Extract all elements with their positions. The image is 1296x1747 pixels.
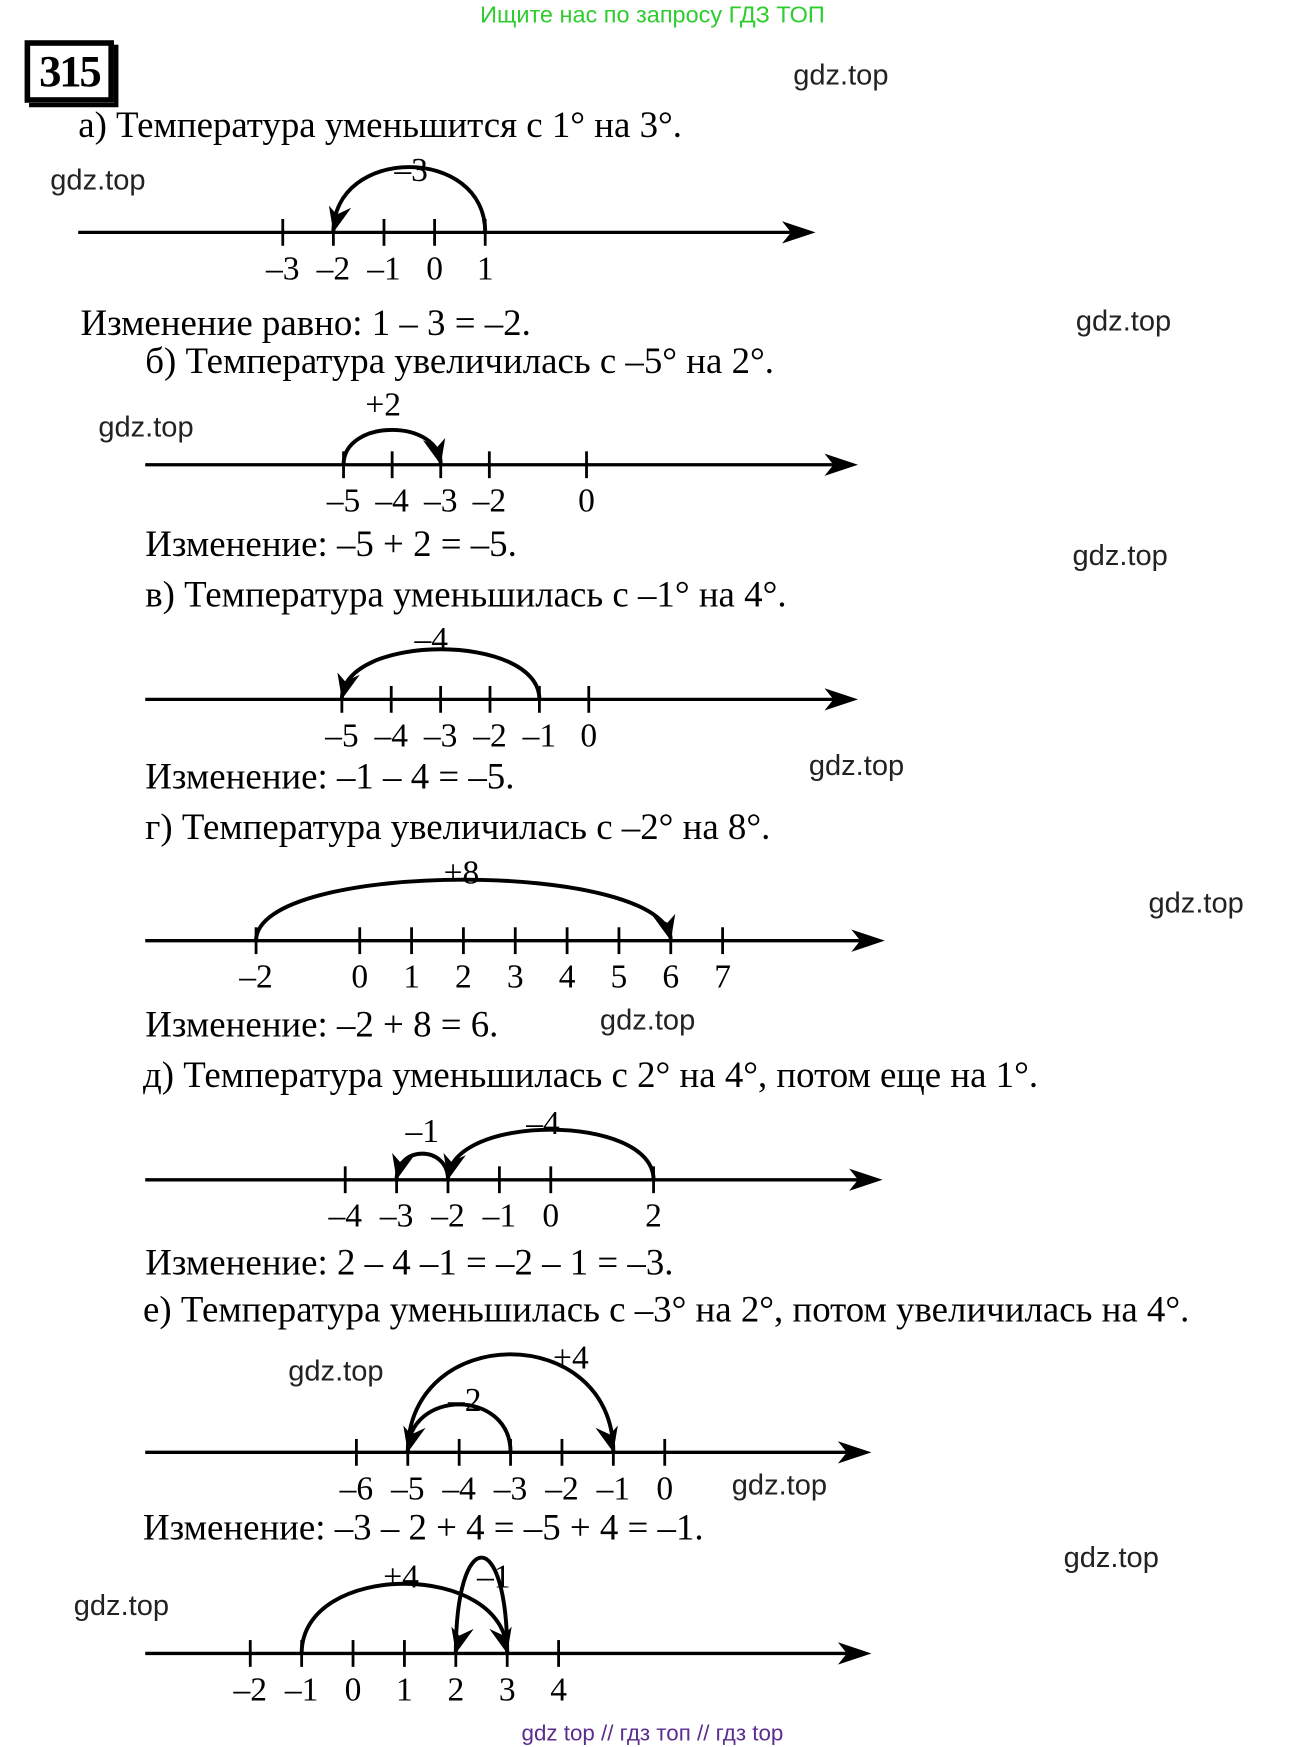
jump-label: +2 bbox=[365, 386, 402, 424]
part-e-statement: д) Температура уменьшилась с 2° на 4°, потом еще на 1°. bbox=[143, 1055, 1039, 1096]
tick-label: –5 bbox=[391, 1470, 425, 1508]
tick-label: 0 bbox=[426, 250, 443, 288]
number-line bbox=[145, 621, 858, 754]
jump-label: –3 bbox=[394, 151, 428, 189]
part-b-result: Изменение: –5 + 2 = –5. bbox=[145, 524, 517, 566]
watermark: gdz.top bbox=[1075, 303, 1172, 338]
tick-label: –3 bbox=[379, 1197, 414, 1235]
jump-label: –1 bbox=[477, 1558, 511, 1596]
tick-label: –4 bbox=[374, 717, 408, 755]
tick-label: –1 bbox=[284, 1671, 319, 1709]
tick-label: –1 bbox=[367, 250, 401, 288]
part-b-statement: б) Температура увеличилась с –5° на 2°. bbox=[145, 341, 774, 382]
part-c-statement: в) Температура уменьшилась с –1° на 4°. bbox=[145, 575, 787, 616]
header-banner: Ищите нас по запросу ГДЗ ТОП bbox=[480, 2, 825, 28]
tick-label: –2 bbox=[431, 1197, 465, 1235]
problem-number-box: 315 bbox=[25, 40, 114, 103]
number-line bbox=[145, 1105, 882, 1235]
tick-label: 0 bbox=[578, 482, 595, 520]
tick-label: 0 bbox=[656, 1470, 674, 1508]
tick-label: –1 bbox=[522, 717, 557, 755]
tick-label: 2 bbox=[645, 1197, 662, 1235]
tick-label: 1 bbox=[403, 958, 420, 996]
part-c-result: Изменение: –1 – 4 = –5. bbox=[145, 757, 515, 798]
watermark: gdz.top bbox=[808, 748, 905, 782]
tick-label: 1 bbox=[476, 250, 494, 288]
number-line bbox=[145, 855, 885, 996]
tick-label: 3 bbox=[498, 1671, 516, 1709]
tick-label: –2 bbox=[233, 1671, 268, 1709]
tick-label: 2 bbox=[447, 1671, 465, 1709]
tick-label: 0 bbox=[351, 958, 369, 996]
part-a-result: Изменение равно: 1 – 3 = –2. bbox=[80, 303, 531, 344]
tick-label: –4 bbox=[442, 1470, 476, 1508]
tick-label: –5 bbox=[325, 717, 359, 755]
watermark: gdz.top bbox=[731, 1467, 828, 1502]
tick-label: 0 bbox=[344, 1671, 362, 1709]
tick-label: –2 bbox=[239, 958, 273, 996]
tick-label: –5 bbox=[326, 482, 361, 520]
jump-label: +4 bbox=[553, 1339, 589, 1377]
part-f-statement: е) Температура уменьшилась с –3° на 2°, потом увеличилась на 4°. bbox=[143, 1290, 1190, 1331]
tick-label: –2 bbox=[545, 1470, 579, 1508]
number-line bbox=[78, 152, 815, 287]
tick-label: 0 bbox=[580, 717, 598, 755]
tick-label: –2 bbox=[316, 250, 351, 288]
part-d-result: Изменение: –2 + 8 = 6. bbox=[145, 1005, 499, 1046]
part-a-statement: а) Температура уменьшится с 1° на 3°. bbox=[78, 105, 682, 147]
tick-label: –1 bbox=[596, 1470, 631, 1508]
jump-label: –1 bbox=[405, 1112, 440, 1150]
jump-label: +8 bbox=[443, 854, 480, 892]
tick-label: 0 bbox=[542, 1197, 560, 1235]
watermark: gdz.top bbox=[1148, 885, 1244, 920]
tick-label: 7 bbox=[714, 958, 731, 996]
tick-label: –4 bbox=[375, 482, 409, 520]
tick-label: 5 bbox=[610, 958, 628, 996]
watermark: gdz.top bbox=[50, 162, 146, 197]
number-line bbox=[145, 1340, 871, 1508]
tick-label: –3 bbox=[493, 1470, 528, 1508]
tick-label: 6 bbox=[662, 958, 680, 996]
watermark: gdz.top bbox=[599, 1002, 696, 1037]
part-f-result: Изменение: –3 – 2 + 4 = –5 + 4 = –1. bbox=[143, 1508, 704, 1549]
tick-label: –4 bbox=[328, 1197, 362, 1235]
watermark: gdz.top bbox=[1063, 1540, 1159, 1574]
watermark: gdz.top bbox=[288, 1353, 384, 1388]
jump-label: –4 bbox=[414, 621, 448, 659]
watermark: gdz.top bbox=[73, 1588, 170, 1622]
tick-label: –1 bbox=[482, 1197, 517, 1235]
number-line bbox=[145, 387, 858, 520]
tick-label: –3 bbox=[266, 250, 300, 288]
tick-label: 3 bbox=[506, 958, 524, 996]
watermark: gdz.top bbox=[98, 409, 194, 444]
watermark: gdz.top bbox=[1072, 538, 1168, 572]
tick-label: –3 bbox=[423, 482, 458, 520]
tick-label: 4 bbox=[558, 958, 576, 996]
tick-label: –2 bbox=[472, 482, 507, 520]
part-d-statement: г) Температура увеличилась с –2° на 8°. bbox=[145, 807, 771, 848]
tick-label: 4 bbox=[550, 1671, 567, 1709]
jump-label: +4 bbox=[383, 1558, 419, 1596]
tick-label: 1 bbox=[396, 1671, 413, 1709]
tick-label: –3 bbox=[423, 717, 458, 755]
jump-label: –2 bbox=[448, 1382, 482, 1420]
tick-label: 2 bbox=[455, 958, 472, 996]
footer-links: gdz top // гдз топ // гдз top bbox=[521, 1721, 784, 1747]
tick-label: –2 bbox=[473, 717, 507, 755]
jump-label: –4 bbox=[526, 1104, 560, 1142]
watermark: gdz.top bbox=[793, 57, 889, 92]
number-line bbox=[145, 1558, 871, 1709]
part-e-result: Изменение: 2 – 4 –1 = –2 – 1 = –3. bbox=[145, 1243, 674, 1284]
tick-label: –6 bbox=[339, 1470, 374, 1508]
